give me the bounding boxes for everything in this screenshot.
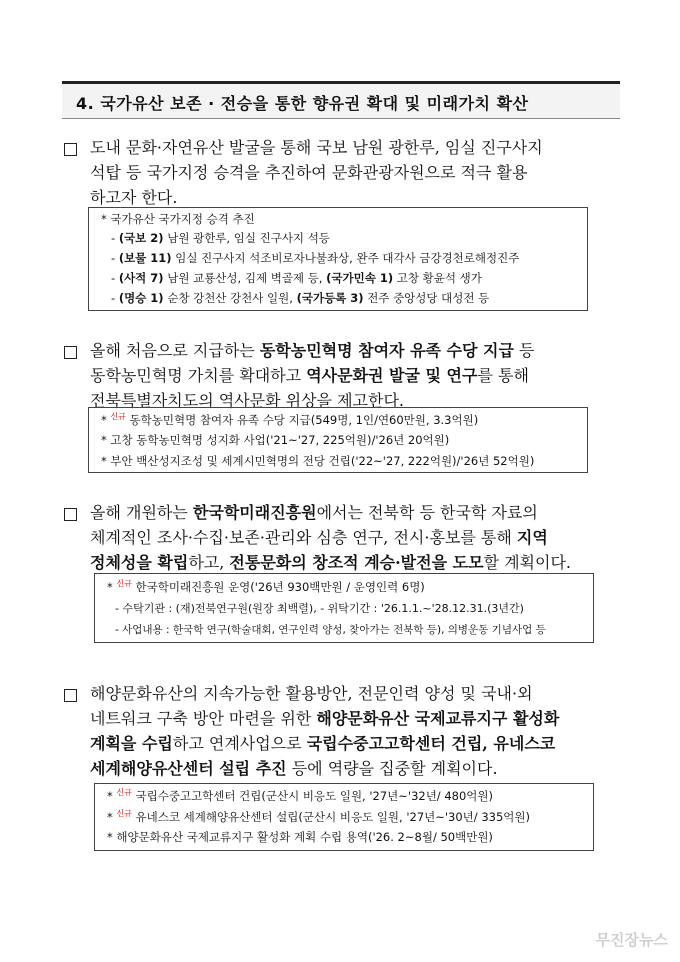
note-line: * 고창 동학농민혁명 성지화 사업('21~'27, 225억원)/'26년 20억원) bbox=[101, 433, 450, 447]
note-line: * $^{신규}$ 유네스코 세계해양유산센터 설립(군산시 비응도 일원, '27년~'30년/ 335억원) bbox=[107, 809, 530, 824]
note-box-4 bbox=[94, 783, 594, 851]
note-line: - (사적 7) 남원 교룡산성, 김제 벽골제 등, (국가민속 1) 고창 황윤석 생가 bbox=[111, 271, 482, 285]
para-line: 하고자 한다. bbox=[90, 188, 178, 207]
note-line: - 수탁기관 : (재)전북연구원(원장 최백렬), - 위탁기간 : '26.1.1.~'28.12.31.(3년간) bbox=[115, 602, 524, 615]
section-heading-box bbox=[62, 81, 620, 119]
note-line: * 부안 백산성지조성 및 세계시민혁명의 전당 건립('22~'27, 222억원)/'26년 52억원) bbox=[101, 454, 535, 468]
note-line: * $^{신규}$ 동학농민혁명 참여자 유족 수당 지급(549명, 1인/연60만원, 3.3억원) bbox=[101, 412, 479, 427]
section-heading: 4. 국가유산 보존 · 전승을 통한 향유권 확대 및 미래가치 확산 bbox=[76, 94, 529, 113]
note-line: * $^{신규}$ 국립수중고고학센터 건립(군산시 비응도 일원, '27년~'32년/ 480억원) bbox=[107, 788, 493, 803]
para-line: 석탑 등 국가지정 승격을 추진하여 문화관광자원으로 적극 활용 bbox=[90, 163, 528, 182]
para-line: 네트워크 구축 방안 마련을 위한 해양문화유산 국제교류지구 활성화 bbox=[90, 709, 560, 728]
note-line: - (국보 2) 남원 광한루, 임실 진구사지 석등 bbox=[111, 231, 330, 245]
para-line: 체계적인 조사·수집·보존·관리와 심층 연구, 전시·홍보를 통해 지역 bbox=[90, 528, 548, 547]
para-line: 계획을 수립하고 연계사업으로 국립수중고고학센터 건립, 유네스코 bbox=[90, 734, 556, 753]
para-line: 세계해양유산센터 설립 추진 등에 역량을 집중할 계획이다. bbox=[90, 759, 498, 778]
note-box-1 bbox=[88, 207, 588, 311]
para-line: 정체성을 확립하고, 전통문화의 창조적 계승·발전을 도모할 계획이다. bbox=[90, 553, 571, 572]
para-line: 해양문화유산의 지속가능한 활용방안, 전문인력 양성 및 국내·외 bbox=[90, 684, 533, 703]
para-line: 올해 처음으로 지급하는 동학농민혁명 참여자 유족 수당 지급 등 bbox=[90, 341, 535, 360]
para-line: 도내 문화·자연유산 발굴을 통해 국보 남원 광한루, 임실 진구사지 bbox=[90, 138, 543, 157]
note-line: * 국가유산 국가지정 승격 추진 bbox=[101, 212, 255, 226]
section-2-paragraph bbox=[90, 338, 535, 413]
para-line: 전북특별자치도의 역사문화 위상을 제고한다. bbox=[90, 391, 405, 410]
note-box-3 bbox=[94, 573, 594, 643]
para-line: 올해 개원하는 한국학미래진흥원에서는 전북학 등 한국학 자료의 bbox=[90, 503, 538, 522]
para-line: 동학농민혁명 가치를 확대하고 역사문화권 발굴 및 연구를 통해 bbox=[90, 366, 529, 385]
section-3-paragraph bbox=[90, 500, 571, 575]
watermark-logo: 무진장뉴스 bbox=[595, 931, 668, 949]
checkbox-icon bbox=[64, 508, 77, 521]
checkbox-icon bbox=[64, 689, 77, 702]
note-line: - (보물 11) 임실 진구사지 석조비로자나불좌상, 완주 대각사 금강경천로해정진주 bbox=[111, 251, 520, 265]
checkbox-icon bbox=[64, 143, 77, 156]
note-line: - 사업내용 : 한국학 연구(학술대회, 연구인력 양성, 찾아가는 전북학 등), 의병운동 기념사업 등 bbox=[115, 624, 546, 636]
note-box-2 bbox=[88, 407, 588, 473]
section-1-paragraph bbox=[90, 135, 543, 210]
section-4-paragraph bbox=[90, 681, 559, 781]
checkbox-icon bbox=[64, 346, 77, 359]
note-line: - (명승 1) 순창 강천산 강천사 일원, (국가등록 3) 전주 중앙성당 대성전 등 bbox=[111, 291, 490, 305]
note-line: * $^{신규}$ 한국학미래진흥원 운영('26년 930백만원 / 운영인력 6명) bbox=[107, 579, 425, 594]
note-line: * 해양문화유산 국제교류지구 활성화 계획 수립 용역('26. 2~8월/ 50백만원) bbox=[107, 830, 493, 844]
